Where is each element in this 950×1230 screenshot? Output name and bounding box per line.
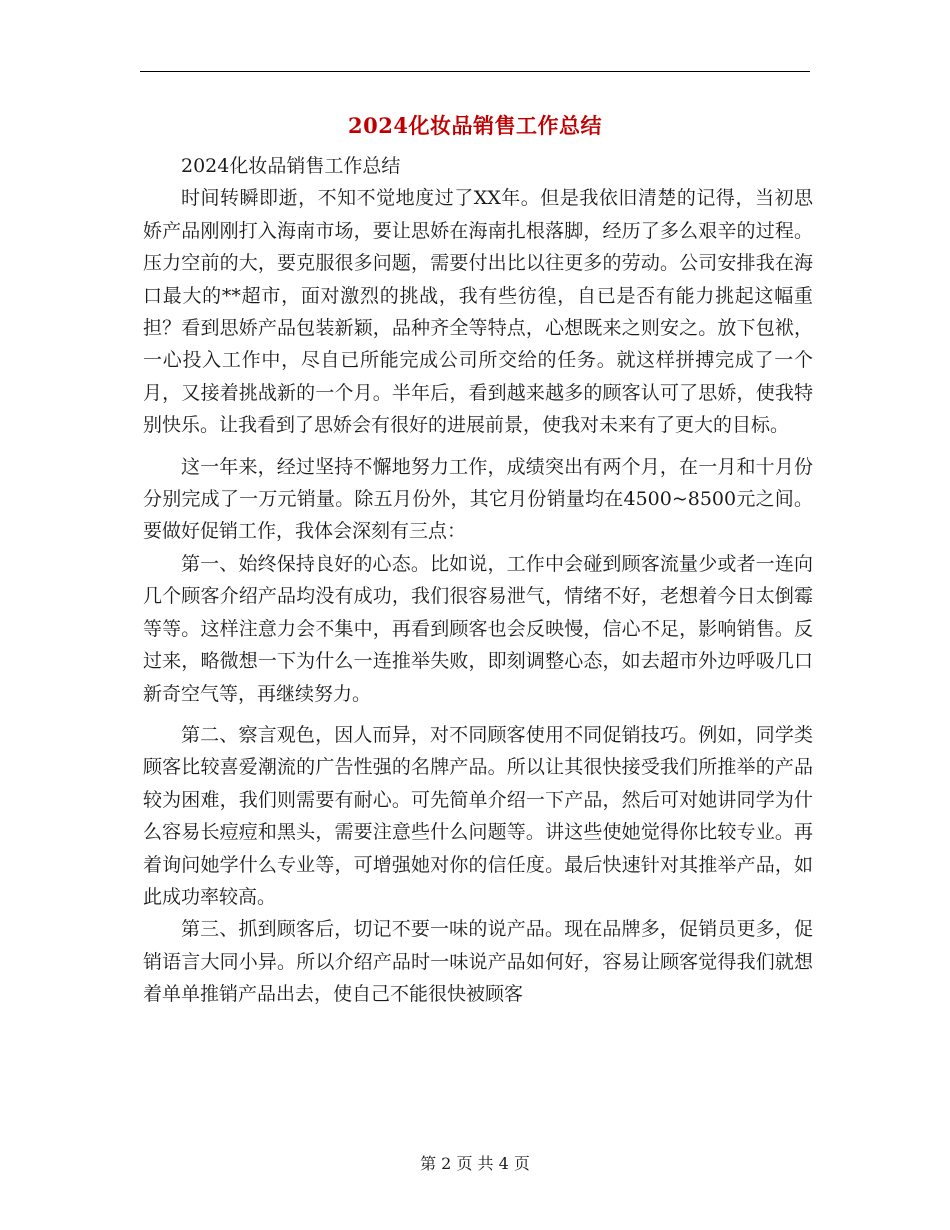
paragraph-intro: 时间转瞬即逝，不知不觉地度过了XX年。但是我依旧清楚的记得，当初思娇产品刚刚打入海南市场，要让思娇在海南扎根落脚，经历了多么艰辛的过程。压力空前的大，要克服很多问题，需要付出比以往更多的劳动。公司安排我在海口最大的**超市，面对激烈的挑战，我有些彷徨，自已是否有能力挑起这幅重担？看到思娇产品包装新颖，品种齐全等特点，心想既来之则安之。放下包袱，一心投入工作中，尽自已所能完成公司所交给的任务。就这样拼搏完成了一个月，又接着挑战新的一个月。半年后，看到越来越多的顾客认可了思娇，使我特别快乐。让我看到了思娇会有很好的进展前景，使我对未来有了更大的目标。 [143,187,813,437]
paragraph-point-one: 第一、始终保持良好的心态。比如说，工作中会碰到顾客流量少或者一连向几个顾客介绍产品均没有成功，我们很容易泄气，情绪不好，老想着今日太倒霉等等。这样注意力会不集中，再看到顾客也会反映慢，信心不足，影响销售。反过来，略微想一下为什么一连推举失败，即刻调整心态，如去超市外边呼吸几口新奇空气等，再继续努力。 [143,552,813,705]
document-subtitle: 2024化妆品销售工作总结 [181,155,401,177]
page-number: 第 2 页 共 4 页 [420,1154,530,1173]
document-title: 2024化妆品销售工作总结 [348,113,602,138]
paragraph-results: 这一年来，经过坚持不懈地努力工作，成绩突出有两个月，在一月和十月份分别完成了一万元销量。除五月份外，其它月份销量均在4500~8500元之间。 要做好促销工作，我体会深刻有三点： [143,455,813,543]
paragraph-point-two: 第二、察言观色，因人而异，对不同顾客使用不同促销技巧。例如，同学类顾客比较喜爱潮流的广告性强的名牌产品。所以让其很快接受我们所推举的产品较为困难，我们则需要有耐心。可先简单介绍一下产品，然后可对她讲同学为什么容易长痘痘和黑头，需要注意些什么问题等。讲这些使她觉得你比较专业。再着询问她学什么专业等，可增强她对你的信任度。最后快速针对其推举产品，如此成功率较高。 [143,723,813,908]
document-body [143,150,813,1011]
header-rule [140,71,810,72]
paragraph-point-three: 第三、抓到顾客后，切记不要一味的说产品。现在品牌多，促销员更多，促销语言大同小异。所以介绍产品时一味说产品如何好，容易让顾客觉得我们就想着单单推销产品出去，使自己不能很快被顾客 [143,918,813,1006]
